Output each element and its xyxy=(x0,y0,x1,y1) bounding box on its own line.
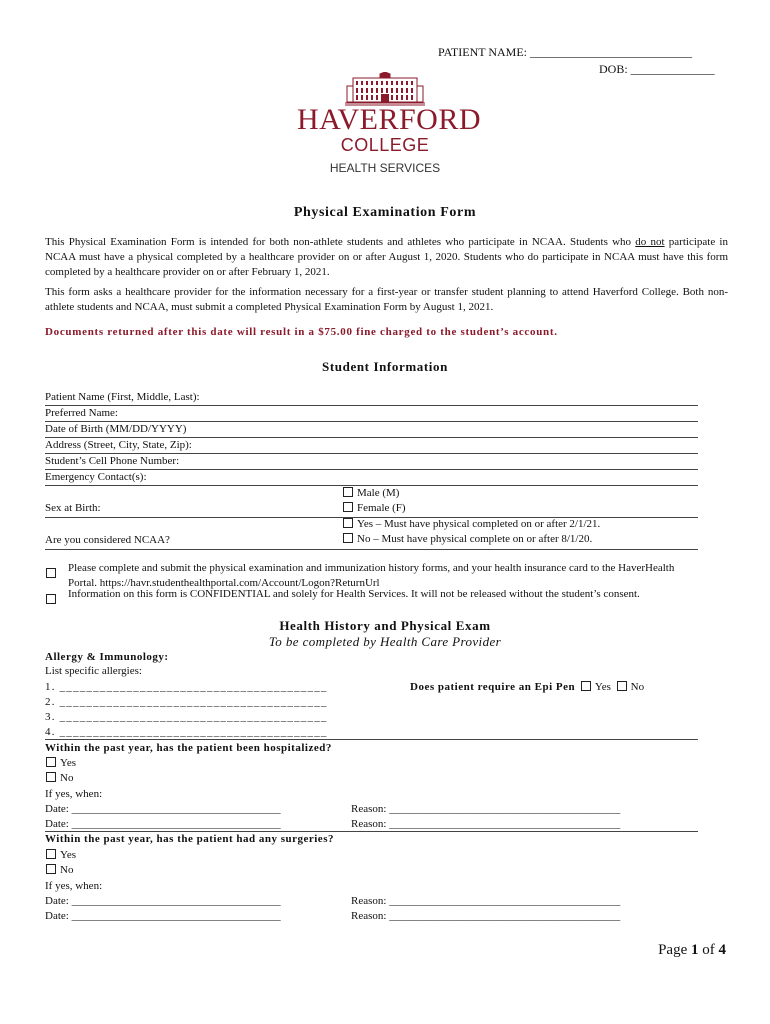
hospitalized-reason-2[interactable]: Reason: __________________________________________ xyxy=(351,818,621,830)
sex-label: Sex at Birth: xyxy=(45,502,101,514)
field-patient-name[interactable]: Patient Name (First, Middle, Last): xyxy=(45,390,698,406)
surgeries-question: Within the past year, has the patient had any surgeries? xyxy=(45,833,334,845)
surgeries-no[interactable]: No xyxy=(46,863,73,878)
field-cell-phone[interactable]: Student’s Cell Phone Number: xyxy=(45,454,698,470)
hospitalized-date-1[interactable]: Date: ______________________________________ xyxy=(45,803,281,815)
surgeries-date-1[interactable]: Date: ______________________________________ xyxy=(45,895,281,907)
epi-pen-question: Does patient require an Epi Pen Yes No xyxy=(410,681,645,693)
allergy-line-2[interactable]: 2. ________________________________________ xyxy=(45,696,328,708)
note-checkbox-2[interactable] xyxy=(46,590,60,608)
note-confidential: Information on this form is CONFIDENTIAL and solely for Health Services. It will not be released without the student’s consent. xyxy=(68,588,640,600)
checkbox-icon[interactable] xyxy=(343,487,353,497)
checkbox-icon[interactable] xyxy=(46,849,56,859)
hospitalized-date-2[interactable]: Date: ______________________________________ xyxy=(45,818,281,830)
allergy-list-label: List specific allergies: xyxy=(45,665,142,677)
surgeries-date-2[interactable]: Date: ______________________________________ xyxy=(45,910,281,922)
checkbox-icon[interactable] xyxy=(46,772,56,782)
field-address[interactable]: Address (Street, City, State, Zip): xyxy=(45,438,698,454)
checkbox-icon[interactable] xyxy=(617,681,627,691)
hospitalized-if-yes: If yes, when: xyxy=(45,788,103,800)
field-date-of-birth[interactable]: Date of Birth (MM/DD/YYYY) xyxy=(45,422,698,438)
checkbox-icon[interactable] xyxy=(46,757,56,767)
section-divider xyxy=(45,739,698,740)
surgeries-reason-1[interactable]: Reason: __________________________________________ xyxy=(351,895,621,907)
checkbox-icon[interactable] xyxy=(343,533,353,543)
health-subheading: To be completed by Health Care Provider xyxy=(268,634,502,649)
allergy-line-1[interactable]: 1. ________________________________________ xyxy=(45,681,328,693)
surgeries-if-yes: If yes, when: xyxy=(45,880,103,892)
checkbox-icon[interactable] xyxy=(46,568,56,578)
logo-dept: HEALTH SERVICES xyxy=(329,161,441,175)
sex-option-male[interactable]: Male (M) xyxy=(343,486,399,501)
logo-wordmark: HAVERFORD xyxy=(297,103,481,136)
sex-option-female[interactable]: Female (F) xyxy=(343,501,406,516)
hospitalized-question: Within the past year, has the patient been hospitalized? xyxy=(45,742,332,754)
patient-name-header: PATIENT NAME: ___________________________ xyxy=(438,45,693,59)
checkbox-icon[interactable] xyxy=(46,864,56,874)
intro-paragraph-1: This Physical Examination Form is intended for both non-athlete students and athletes who participate in NCAA. Students who do not participate in NCAA must have a physical completed by a healthcare provider on or after August 1, 2020. Students who do participate in NCAA must have this form completed by a healthcare provider on or after February 1, 2021. xyxy=(45,236,728,278)
student-info-heading: Student Information xyxy=(322,359,448,374)
checkbox-icon[interactable] xyxy=(343,518,353,528)
checkbox-icon[interactable] xyxy=(46,594,56,604)
hospitalized-yes[interactable]: Yes xyxy=(46,756,76,771)
logo-college: COLLEGE xyxy=(340,135,430,155)
note-checkbox-1[interactable] xyxy=(46,564,60,582)
surgeries-reason-2[interactable]: Reason: __________________________________________ xyxy=(351,910,621,922)
ncaa-label: Are you considered NCAA? xyxy=(45,534,170,546)
field-emergency-contact[interactable]: Emergency Contact(s): xyxy=(45,470,698,486)
ncaa-option-yes[interactable]: Yes – Must have physical completed on or after 2/1/21. xyxy=(343,517,600,532)
checkbox-icon[interactable] xyxy=(581,681,591,691)
health-heading: Health History and Physical Exam xyxy=(279,618,491,633)
dob-header: DOB: ______________ xyxy=(599,62,715,76)
ncaa-option-no[interactable]: No – Must have physical complete on or after 8/1/20. xyxy=(343,532,592,547)
building-logo-icon xyxy=(345,72,425,106)
checkbox-icon[interactable] xyxy=(343,502,353,512)
allergy-line-4[interactable]: 4. ________________________________________ xyxy=(45,726,328,738)
page-number: Page 1 of 4 xyxy=(658,942,726,958)
field-preferred-name[interactable]: Preferred Name: xyxy=(45,406,698,422)
allergy-line-3[interactable]: 3. ________________________________________ xyxy=(45,711,328,723)
page-title: Physical Examination Form xyxy=(293,205,477,220)
surgeries-yes[interactable]: Yes xyxy=(46,848,76,863)
hospitalized-no[interactable]: No xyxy=(46,771,73,786)
fine-warning: Documents returned after this date will result in a $75.00 fine charged to the student’s account. xyxy=(45,326,558,338)
allergy-heading: Allergy & Immunology: xyxy=(45,651,169,663)
intro-paragraph-2: This form asks a healthcare provider for the information necessary for a first-year or transfer student planning to attend Haverford College. Both non-athlete students and NCAA, must submit a completed Physical Examination Form by August 1, 2021. xyxy=(45,286,728,313)
note-portal: Please complete and submit the physical examination and immunization history forms, and your health insurance card to the HaverHealth Portal. https://havr.studenthealthportal.com/Account/Logon?ReturnUrl xyxy=(68,562,675,589)
hospitalized-reason-1[interactable]: Reason: __________________________________________ xyxy=(351,803,621,815)
